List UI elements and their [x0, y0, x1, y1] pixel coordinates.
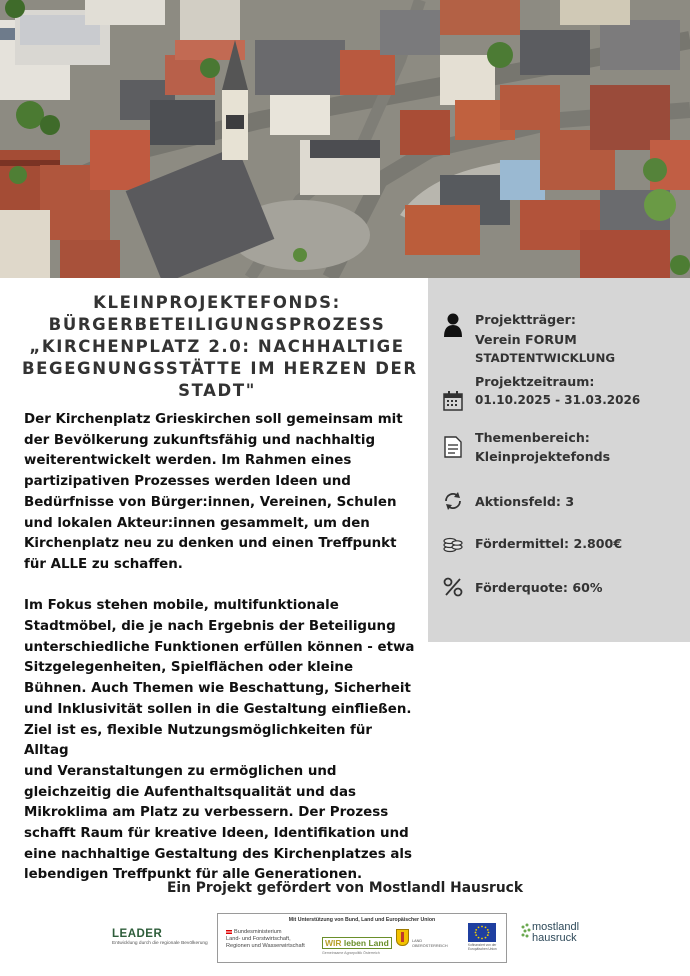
ministry-line1: Bundesministerium: [234, 929, 282, 935]
cycle-arrows-icon: [440, 488, 466, 514]
leader-subtitle: Entwicklung durch die regionale Bevölkerung: [112, 941, 208, 946]
info-funding-amount: [428, 530, 690, 560]
owner-name-line1: Verein FORUM: [475, 332, 577, 347]
hausruck-text: hausruck: [532, 932, 577, 944]
text-line: Im Fokus stehen mobile, multifunktionale: [24, 598, 339, 614]
sponsor-logos: [0, 910, 690, 966]
text-line: und Veranstaltungen zu ermöglichen und: [24, 763, 337, 779]
text-line: Ziel ist es, flexible Nutzungsmöglichkeiten für Alltag: [24, 722, 373, 759]
leader-logo: [112, 928, 208, 946]
project-description: [24, 410, 416, 907]
ministry-line2: Land- und Forstwirtschaft,: [226, 936, 291, 942]
leader-title: LEADER: [112, 928, 163, 940]
text-line: und lokalen Akteur:innen gesammelt, um den: [24, 515, 370, 531]
percent-icon: [440, 574, 466, 600]
topic-value: Kleinprojektefonds: [475, 449, 611, 464]
eu-flag-icon: [468, 923, 496, 942]
eu-caption: Kofinanziert von der Europäischen Union: [468, 943, 497, 951]
period-value: 01.10.2025 - 31.03.2026: [475, 393, 641, 407]
ministry-line3: Regionen und Wasserwirtschaft: [226, 943, 305, 949]
text-line: schafft Raum für kreative Ideen, Identifikation und: [24, 826, 409, 842]
leben-land-text: leben Land: [343, 938, 389, 948]
mostlandl-mark-icon: [520, 922, 532, 944]
title-line: STADT": [178, 381, 256, 400]
hero-aerial-photo: [0, 0, 690, 278]
mostlandl-text: mostlandl: [532, 921, 580, 933]
title-line: BÜRGERBETEILIGUNGSPROZESS: [48, 315, 386, 334]
document-icon: [440, 434, 466, 460]
page-title: [22, 292, 418, 402]
text-line: Sitzgelegenheiten, Spielflächen oder kleine: [24, 660, 354, 676]
title-line: „KIRCHENPLATZ 2.0: NACHHALTIGE: [29, 337, 405, 356]
text-line: partizipativen Prozesses werden Ideen und: [24, 474, 351, 490]
wir-leben-land-logo: [322, 931, 392, 955]
text-line: eine nachhaltige Gestaltung des Kirchenplatzes als: [24, 846, 412, 862]
mostlandl-hausruck-logo: [520, 921, 580, 948]
info-funding-rate: [428, 574, 690, 604]
text-line: für ALLE zu schaffen.: [24, 556, 183, 572]
description-paragraph-1: [24, 410, 416, 576]
eu-logo: [468, 923, 498, 951]
text-line: und Inklusivität sollen in die Gestaltung einfließen.: [24, 701, 412, 717]
text-line: Mikroklima am Platz zu verbessern. Der Prozess: [24, 805, 389, 821]
text-line: weiterentwickelt werden. Im Rahmen eines: [24, 453, 352, 469]
support-heading: Mit Unterstützung von Bund, Land und Europäischer Union: [288, 917, 436, 923]
text-line: Stadtmöbel, die je nach Ergebnis der Beteiligung: [24, 619, 396, 635]
person-icon: [440, 312, 466, 338]
austria-flag-icon: [226, 930, 232, 934]
aerial-town-image: [0, 0, 690, 278]
support-logos-box: [217, 913, 507, 963]
calendar-icon: [440, 388, 466, 414]
text-line: lebendigen Treffpunkt für alle Generationen.: [24, 867, 363, 883]
action-field-value: Aktionsfeld: 3: [475, 494, 575, 509]
text-line: der Bevölkerung zukunftsfähig und nachhaltig: [24, 432, 376, 448]
text-line: Bedürfnisse von Bürger:innen, Vereinen, Schulen: [24, 494, 397, 510]
coat-of-arms-icon: [396, 929, 409, 946]
text-line: Der Kirchenplatz Grieskirchen soll gemeinsam mit: [24, 412, 403, 427]
wir-text: WIR: [325, 938, 342, 948]
funding-rate-value: Förderquote: 60%: [475, 580, 603, 595]
ooe-line1: LAND: [412, 939, 423, 943]
wir-subtitle: Gemeinsame Agrarpolitik Österreich: [322, 951, 380, 955]
topic-label: Themenbereich:: [475, 430, 590, 445]
title-line: BEGEGNUNGSSTÄTTE IM HERZEN DER: [22, 359, 418, 378]
text-line: Kirchenplatz neu zu denken und einen Treffpunkt: [24, 536, 397, 552]
title-line: KLEINPROJEKTEFONDS:: [93, 293, 341, 312]
owner-label: Projektträger:: [475, 312, 576, 327]
text-line: unterschiedliche Funktionen erfüllen können - etwa: [24, 639, 415, 655]
description-paragraph-2: [24, 596, 416, 886]
info-project-owner: [428, 308, 690, 374]
info-project-period: [428, 372, 690, 416]
coins-icon: [440, 530, 466, 556]
ministry-logo: [226, 929, 305, 950]
text-line: Bühnen. Auch Themen wie Beschattung, Sicherheit: [24, 681, 411, 697]
info-action-field: [428, 486, 690, 516]
owner-name-line2: STADTENTWICKLUNG: [475, 351, 616, 365]
funding-statement: Ein Projekt gefördert von Mostlandl Hausruck: [166, 880, 524, 896]
project-info-panel: [428, 278, 690, 642]
funding-amount-value: Fördermittel: 2.800€: [475, 536, 623, 551]
ooe-line2: OBERÖSTERREICH: [412, 943, 448, 948]
text-line: gleichzeitig die Aufenthaltsqualität und das: [24, 784, 356, 800]
period-label: Projektzeitraum:: [475, 374, 595, 389]
info-topic-area: [428, 428, 690, 468]
